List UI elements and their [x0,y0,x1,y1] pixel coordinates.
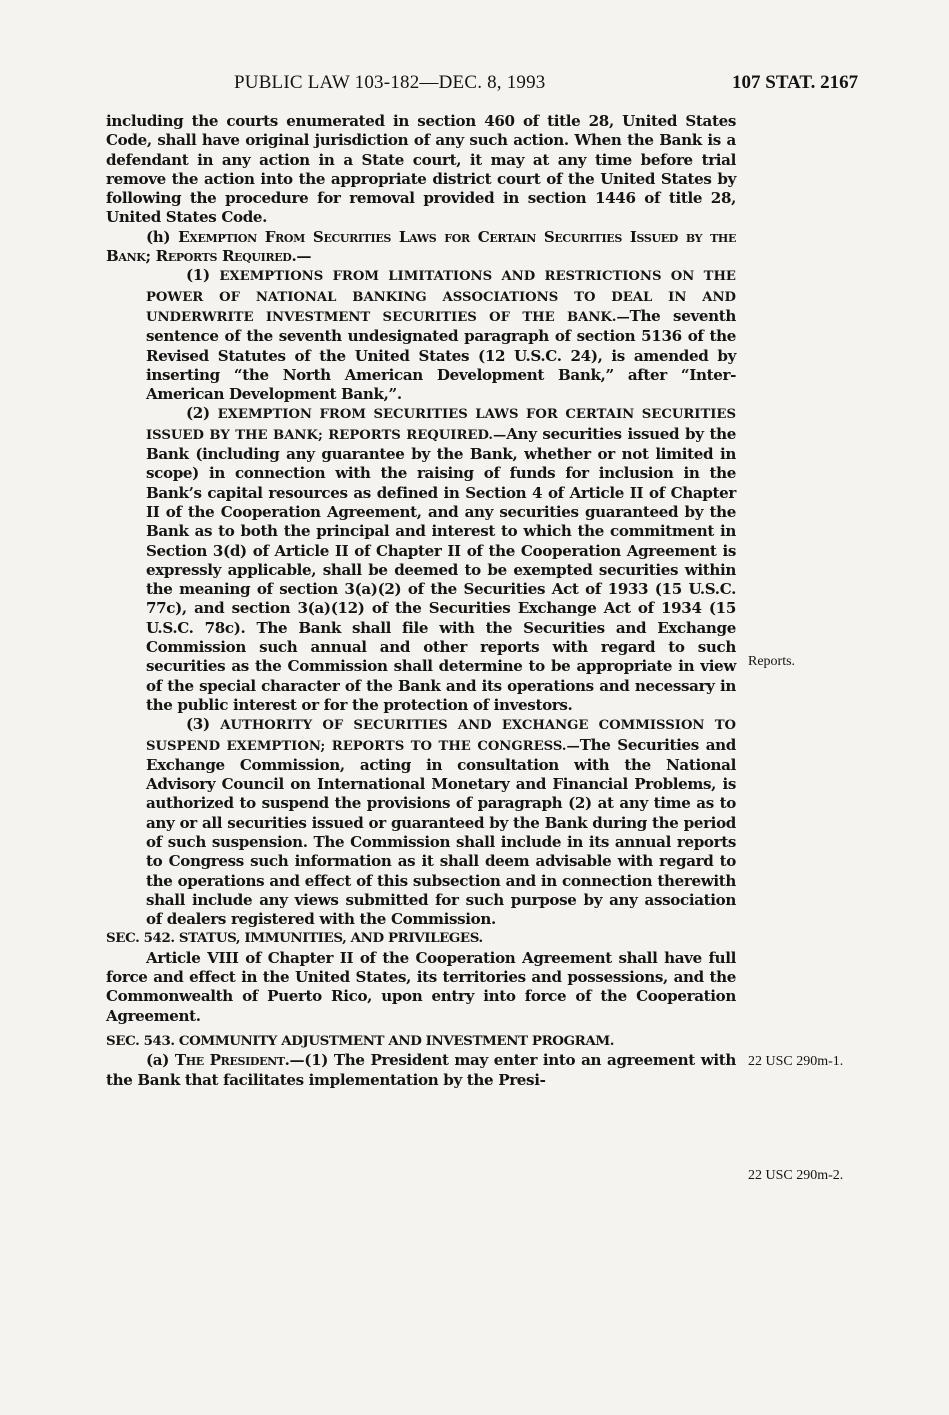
section-542-text: Article VIII of Chapter II of the Cooperation Agreement shall have full force and effect in the United States, its territories and possessions, and the Commonwealth of Puerto Rico, upon entry into force of the Cooperation Agreement. [106,948,736,1025]
paragraph-1-block [106,266,736,404]
paragraph-2-label: (2) [186,404,218,423]
subsection-h-label: (h) [146,227,179,246]
margin-note-usc-542: 22 USC 290m-1. [748,1054,844,1069]
paragraph-3-heading: AUTHORITY OF SECURITIES AND EXCHANGE COMMISSION TO SUSPEND EXEMPTION; REPORTS TO THE CONGRESS.— [146,718,737,754]
paragraph-1-content [106,266,736,404]
paragraph-2-text: Any securities issued by the Bank (including any guarantee by the Bank, whether or not limited in scope) in connection with the raising of funds for inclusion in the Bank’s capital resources as defined in Section 4 of Article II of Chapter II of the Cooperation Agreement, and any securities guaranteed by the Bank as to both the principal and interest to which the commitment in Section 3(d) of Article II of Chapter II of the Cooperation Agreement is expressly applicable, shall be deemed to be exempted securities within the meaning of section 3(a)(2) of the Securities Act of 1933 (15 U.S.C. 77c), and section 3(a)(12) of the Securities Exchange Act of 1934 (15 U.S.C. 78c). The Bank shall file with the Securities and Exchange Commission such annual and other reports with regard to such securities as the Commission shall determine to be appropriate in view of the special character of the Bank and its operations and necessary in the public interest or for the protection of investors. [146,424,736,714]
subsection-h-heading [106,228,736,267]
header-title: PUBLIC LAW 103-182—DEC. 8, 1993 [234,72,546,93]
section-543-heading: SEC. 543. COMMUNITY ADJUSTMENT AND INVESTMENT PROGRAM. [106,1032,615,1049]
paragraph-1-heading: EXEMPTIONS FROM LIMITATIONS AND RESTRICTIONS ON THE POWER OF NATIONAL BANKING ASSOCIATIONS TO DEAL IN AND UNDERWRITE INVESTMENT SECURITIES OF THE BANK.— [146,269,736,325]
paragraph-3-label: (3) [186,715,221,734]
paragraph-2-content [106,404,736,715]
document-body [106,112,736,1090]
margin-note-reports: Reports. [748,654,796,669]
paragraph-1-label: (1) [186,266,220,285]
page-header [0,72,949,98]
paragraph-continuation: including the courts enumerated in section 460 of title 28, United States Code, shall have original jurisdiction of any such action. When the Bank is a defendant in any action in a State court, it may at any time before trial remove the action into the appropriate district court of the United States by following the procedure for removal provided in section 1446 of title 28, United States Code. [106,112,736,227]
paragraph-3-content [106,715,736,929]
paragraph-3-text: The Securities and Exchange Commission, acting in consultation with the National Advisory Council on International Monetary and Financial Problems, is authorized to suspend the provisions of paragraph (2) at any time as to any or all securities issued or guaranteed by the Bank during the period of such suspension. The Commission shall include in its annual reports to Congress such information as it shall deem advisable with regard to the operations and effect of this subsection and in connection therewith shall include any views submitted for such purpose by any association of dealers registered with the Commission. [146,735,736,929]
subsection-h-title: Exemption From Securities Laws for Certain Securities Issued by the Bank; Reports Required.— [106,227,736,266]
paragraph-1-text: The seventh sentence of the seventh undesignated paragraph of section 5136 of the Revised Statutes of the United States (12 U.S.C. 24), is amended by inserting “the North American Development Bank,” after “Inter-American Development Bank,”. [146,306,737,404]
margin-note-usc-543: 22 USC 290m-2. [748,1168,844,1183]
paragraph-2-block [106,404,736,715]
paragraph-2-heading: EXEMPTION FROM SECURITIES LAWS FOR CERTAIN SECURITIES ISSUED BY THE BANK; REPORTS REQUIRED.— [146,407,737,443]
section-543-body: (1) The President may enter into an agreement with the Bank that facilitates implementation by the Presi- [106,1051,736,1089]
section-542-heading: SEC. 542. STATUS, IMMUNITIES, AND PRIVILEGES. [106,930,483,947]
paragraph-3-block [106,715,736,929]
header-stat-number: 107 STAT. 2167 [732,72,859,93]
section-543-sub-heading: The President.— [174,1051,305,1070]
section-543-sub-label: (a) [146,1051,175,1070]
section-543-text [106,1051,736,1090]
